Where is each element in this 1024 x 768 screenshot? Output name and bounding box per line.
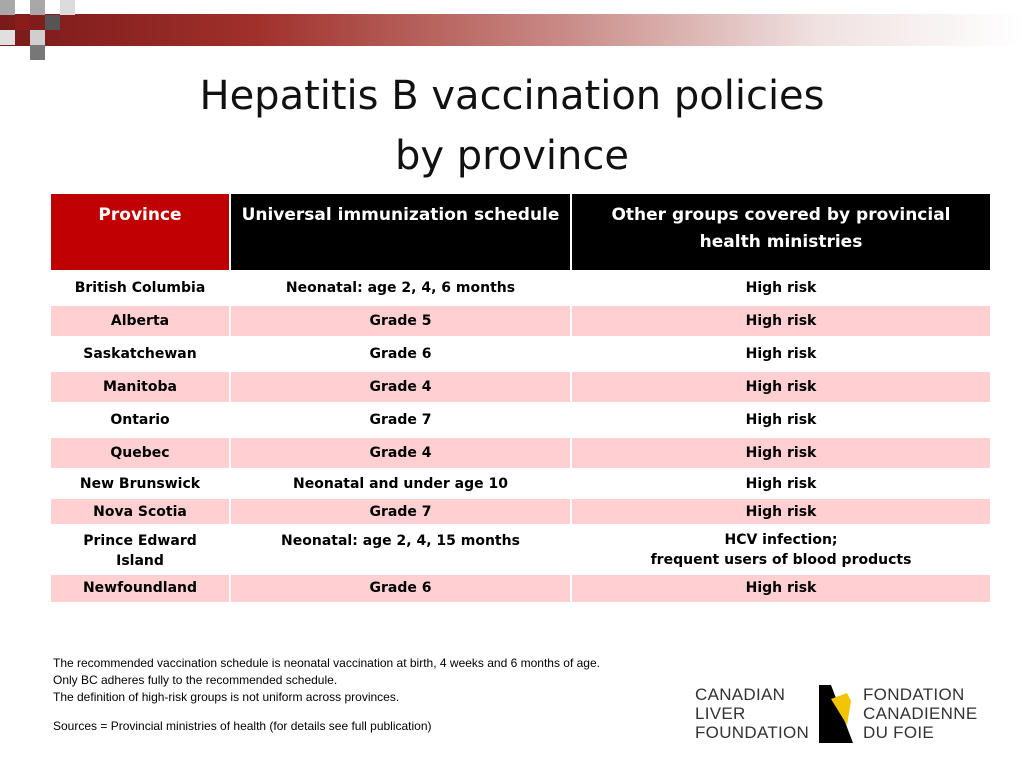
title-line-2: by province <box>395 133 629 179</box>
cell-schedule: Grade 6 <box>230 574 571 602</box>
cell-province: Ontario <box>51 404 230 437</box>
footnote: Only BC adheres fully to the recommended schedule. <box>53 673 338 687</box>
cell-province: Alberta <box>51 305 230 338</box>
decor-square <box>15 15 30 30</box>
logo-text-french: FONDATION CANADIENNE DU FOIE <box>863 685 978 742</box>
cell-schedule: Grade 5 <box>230 305 571 338</box>
footnote: The definition of high-risk groups is not uniform across provinces. <box>53 690 400 704</box>
table-row <box>51 437 990 470</box>
header-schedule: Universal immunization schedule <box>230 194 571 272</box>
table-row <box>51 404 990 437</box>
cell-schedule: Grade 7 <box>230 498 571 526</box>
decor-square <box>30 45 45 60</box>
decor-square <box>0 30 15 45</box>
header-province: Province <box>51 194 230 272</box>
header-other-groups: Other groups covered by provincial health ministries <box>571 194 990 272</box>
cell-other: High risk <box>571 371 990 404</box>
page-title <box>0 66 1024 186</box>
cell-province: New Brunswick <box>51 470 230 498</box>
table-row <box>51 338 990 371</box>
vaccination-policy-table <box>51 194 990 602</box>
cell-province: Saskatchewan <box>51 338 230 371</box>
cell-schedule: Grade 6 <box>230 338 571 371</box>
title-line-1: Hepatitis B vaccination policies <box>199 73 825 119</box>
cell-other: High risk <box>571 305 990 338</box>
cell-province: Manitoba <box>51 371 230 404</box>
sources-note: Sources = Provincial ministries of health (for details see full publication) <box>53 719 432 733</box>
canadian-liver-foundation-logo <box>695 685 995 745</box>
cell-province: Quebec <box>51 437 230 470</box>
cell-province: Newfoundland <box>51 574 230 602</box>
cell-province: Nova Scotia <box>51 498 230 526</box>
table-row <box>51 371 990 404</box>
table-row <box>51 470 990 498</box>
decor-square <box>30 30 45 45</box>
cell-schedule: Grade 4 <box>230 437 571 470</box>
cell-schedule: Neonatal and under age 10 <box>230 470 571 498</box>
cell-schedule: Neonatal: age 2, 4, 15 months <box>230 526 571 574</box>
footnotes <box>53 655 693 706</box>
decor-square <box>45 15 60 30</box>
table-row <box>51 498 990 526</box>
decor-square <box>60 0 75 15</box>
cell-other: High risk <box>571 404 990 437</box>
cell-other: High risk <box>571 338 990 371</box>
decor-square <box>30 0 45 15</box>
decor-square <box>0 0 15 15</box>
cell-other: High risk <box>571 498 990 526</box>
logo-text-english: CANADIAN LIVER FOUNDATION <box>695 685 810 742</box>
liver-logo-icon <box>817 685 857 743</box>
table-row <box>51 305 990 338</box>
footnote: The recommended vaccination schedule is neonatal vaccination at birth, 4 weeks and 6 months of age. <box>53 656 600 670</box>
cell-other: High risk <box>571 272 990 305</box>
table-header-row <box>51 194 990 272</box>
cell-other: High risk <box>571 437 990 470</box>
cell-schedule: Neonatal: age 2, 4, 6 months <box>230 272 571 305</box>
cell-other: HCV infection; frequent users of blood products <box>571 526 990 574</box>
cell-other: High risk <box>571 470 990 498</box>
cell-province: Prince Edward Island <box>51 526 230 574</box>
cell-province: British Columbia <box>51 272 230 305</box>
top-banner <box>0 14 1024 46</box>
cell-other: High risk <box>571 574 990 602</box>
cell-schedule: Grade 7 <box>230 404 571 437</box>
table-row <box>51 272 990 305</box>
table-row <box>51 526 990 574</box>
cell-schedule: Grade 4 <box>230 371 571 404</box>
table-row <box>51 574 990 602</box>
